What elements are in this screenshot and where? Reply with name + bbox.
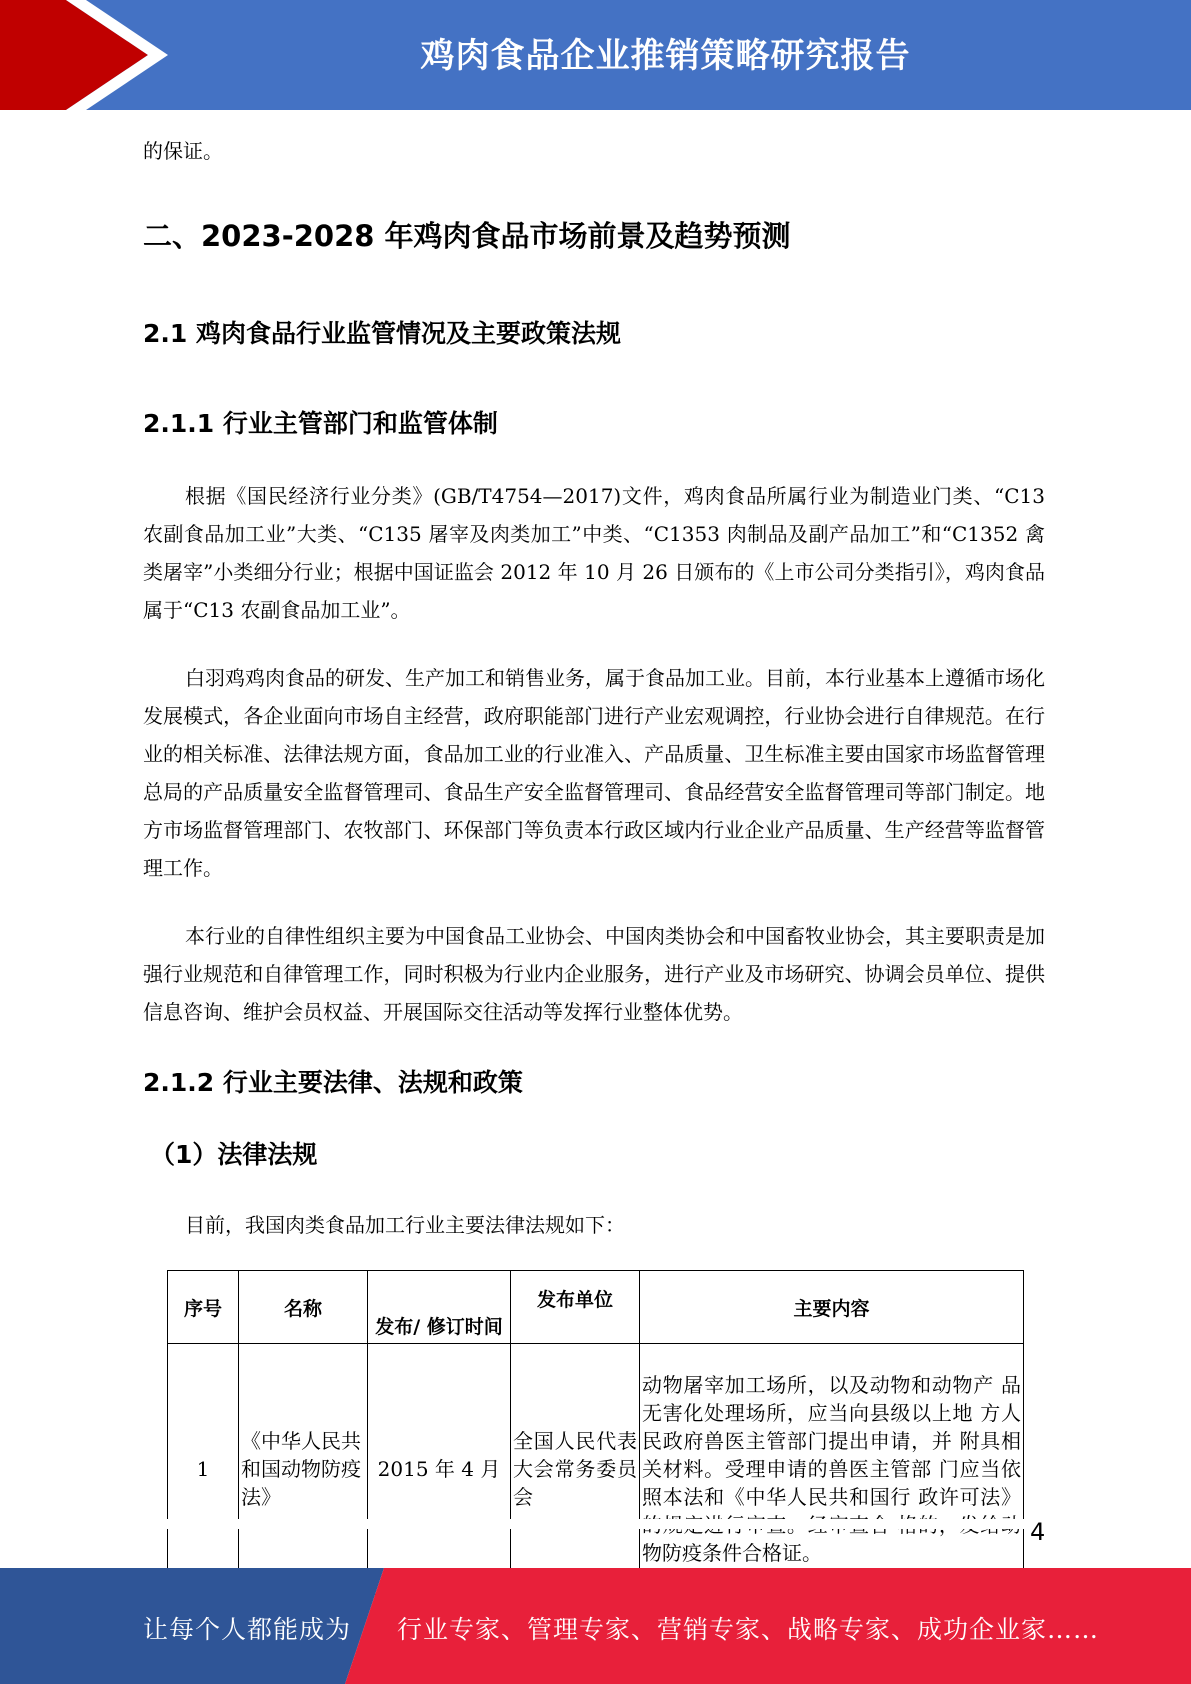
- header-date: 发布/ 修订时间: [368, 1271, 511, 1344]
- continuation-text: 的保证。: [143, 139, 223, 163]
- header-content: 主要内容: [640, 1271, 1024, 1344]
- section-heading: 二、2023-2028 年鸡肉食品市场前景及趋势预测: [143, 219, 791, 253]
- paragraph-industry-overview: 白羽鸡鸡肉食品的研发、生产加工和销售业务，属于食品加工业。目前，本行业基本上遵循市场化发展模式，各企业面向市场自主经营，政府职能部门进行产业宏观调控，行业协会进行自律规范。在行业的相关标准、法律法规方面，食品加工业的行业准入、产品质量、卫生标准主要由国家市场监督管理总局的产品质量安全监督管理司、食品生产安全监督管理司、食品经营安全监督管理司等部门制定。地方市场监督管理部门、农牧部门、环保部门等负责本行政区域内行业企业产品质量、生产经营等监督管理工作。: [143, 666, 1045, 880]
- header-name: 名称: [239, 1271, 368, 1344]
- subsection-heading: 2.1 鸡肉食品行业监管情况及主要政策法规: [143, 319, 621, 348]
- footer-slogan-right: 行业专家、管理专家、营销专家、战略专家、成功企业家……: [397, 1615, 1100, 1644]
- table-row: [168, 1344, 1024, 1595]
- subsubsection-heading-laws: 2.1.2 行业主要法律、法规和政策: [143, 1068, 523, 1097]
- subsubsection-heading-regulation: 2.1.1 行业主管部门和监管体制: [143, 409, 498, 438]
- cell-no: 1: [168, 1344, 239, 1595]
- table-intro: 目前，我国肉类食品加工行业主要法律法规如下：: [185, 1213, 625, 1237]
- paragraph-associations: 本行业的自律性组织主要为中国食品工业协会、中国肉类协会和中国畜牧业协会，其主要职责是加强行业规范和自律管理工作，同时积极为行业内企业服务，进行产业及市场研究、协调会员单位、提供信息咨询、维护会员权益、开展国际交往活动等发挥行业整体优势。: [143, 924, 1045, 1024]
- page-footer: [0, 1568, 1191, 1684]
- cell-date: 2015 年 4 月: [368, 1344, 511, 1595]
- page-header: [0, 0, 1191, 110]
- header-org: 发布单位: [511, 1271, 640, 1344]
- page-number: 4: [1030, 1518, 1046, 1546]
- paragraph-classification: 根据《国民经济行业分类》(GB/T4754—2017)文件，鸡肉食品所属行业为制造业门类、“C13 农副食品加工业”大类、“C135 屠宰及肉类加工”中类、“C1353 肉制品及副产品加工”和“C1352 禽类屠宰”小类细分行业；根据中国证监会 2012 年 10 月 26 日颁布的《上市公司分类指引》，鸡肉食品属于“C13 农副食品加工业”。: [143, 484, 1045, 622]
- cell-org: 全国人民代表大会常务委员会: [511, 1344, 640, 1595]
- item-heading-laws: （1）法律法规: [150, 1140, 318, 1169]
- header-no: 序号: [168, 1271, 239, 1344]
- laws-table: [167, 1270, 1024, 1595]
- table-header-row: [168, 1271, 1024, 1344]
- report-title: 鸡肉食品企业推销策略研究报告: [420, 36, 911, 76]
- table-page-break: [160, 1519, 1040, 1529]
- cell-name: 《中华人民共和国动物防疫法》: [239, 1344, 368, 1595]
- footer-slogan-left: 让每个人都能成为: [143, 1615, 352, 1644]
- cell-content: 动物屠宰加工场所，以及动物和动物产 品无害化处理场所，应当向县级以上地 方人民政府兽医主管部门提出申请，并 附具相关材料。受理申请的兽医主管部 门应当依照本法和《中华人民共和国行 政许可法》 物防疫条件合格证。: [640, 1344, 1024, 1595]
